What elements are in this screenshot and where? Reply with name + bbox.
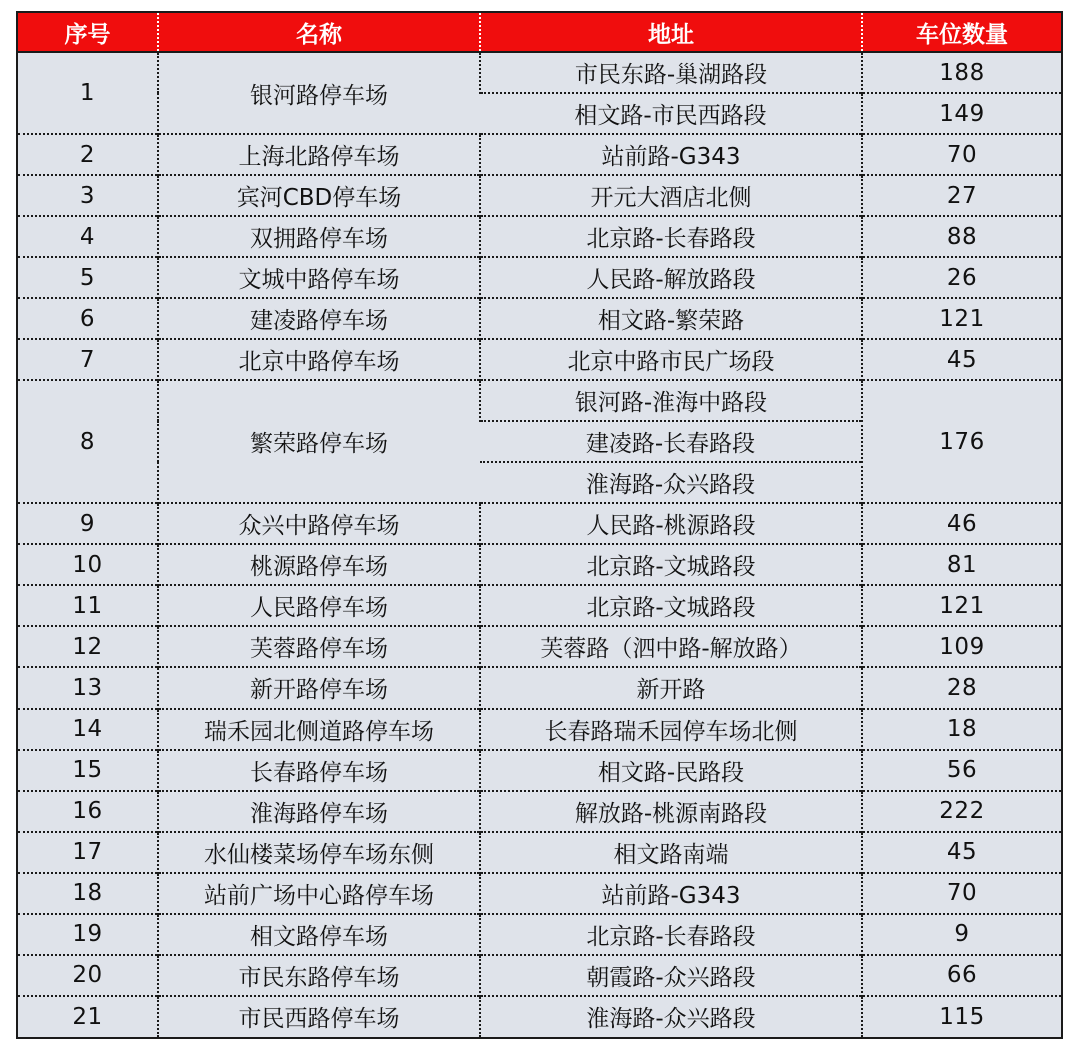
column-header-address: 地址 <box>480 13 862 52</box>
table-row <box>18 216 1061 257</box>
seq-cell: 8 <box>18 380 158 503</box>
spaces-cell: 222 <box>862 791 1061 832</box>
spaces-cell: 56 <box>862 750 1061 791</box>
lot-name-cell: 新开路停车场 <box>158 667 480 708</box>
table-row <box>18 544 1061 585</box>
parking-lot-table <box>18 13 1061 1037</box>
spaces-cell: 18 <box>862 709 1061 750</box>
seq-cell: 15 <box>18 750 158 791</box>
spaces-cell: 26 <box>862 257 1061 298</box>
table-row <box>18 52 1061 93</box>
address-cell: 北京路-文城路段 <box>480 544 862 585</box>
spaces-cell: 109 <box>862 626 1061 667</box>
table-row <box>18 626 1061 667</box>
column-header-spaces: 车位数量 <box>862 13 1061 52</box>
spaces-cell: 46 <box>862 503 1061 544</box>
seq-cell: 19 <box>18 914 158 955</box>
seq-cell: 7 <box>18 339 158 380</box>
table-row <box>18 709 1061 750</box>
parking-lot-table-container <box>16 11 1063 1039</box>
table-row <box>18 955 1061 996</box>
address-cell: 北京路-长春路段 <box>480 914 862 955</box>
lot-name-cell: 人民路停车场 <box>158 585 480 626</box>
address-cell: 人民路-桃源路段 <box>480 503 862 544</box>
lot-name-cell: 众兴中路停车场 <box>158 503 480 544</box>
column-header-seq: 序号 <box>18 13 158 52</box>
lot-name-cell: 相文路停车场 <box>158 914 480 955</box>
lot-name-cell: 站前广场中心路停车场 <box>158 873 480 914</box>
spaces-cell: 27 <box>862 175 1061 216</box>
address-cell: 市民东路-巢湖路段 <box>480 52 862 93</box>
lot-name-cell: 市民东路停车场 <box>158 955 480 996</box>
seq-cell: 17 <box>18 832 158 873</box>
address-cell: 站前路-G343 <box>480 873 862 914</box>
table-row <box>18 832 1061 873</box>
spaces-cell: 121 <box>862 298 1061 339</box>
table-header <box>18 13 1061 52</box>
spaces-cell: 28 <box>862 667 1061 708</box>
address-cell: 相文路-繁荣路 <box>480 298 862 339</box>
address-cell: 芙蓉路（泗中路-解放路） <box>480 626 862 667</box>
seq-cell: 12 <box>18 626 158 667</box>
address-cell: 银河路-淮海中路段 <box>480 380 862 421</box>
table-row <box>18 750 1061 791</box>
address-cell: 朝霞路-众兴路段 <box>480 955 862 996</box>
lot-name-cell: 北京中路停车场 <box>158 339 480 380</box>
lot-name-cell: 芙蓉路停车场 <box>158 626 480 667</box>
table-row <box>18 873 1061 914</box>
table-row <box>18 996 1061 1037</box>
address-cell: 相文路-民路段 <box>480 750 862 791</box>
lot-name-cell: 双拥路停车场 <box>158 216 480 257</box>
address-cell: 人民路-解放路段 <box>480 257 862 298</box>
table-row <box>18 380 1061 421</box>
header-row <box>18 13 1061 52</box>
lot-name-cell: 瑞禾园北侧道路停车场 <box>158 709 480 750</box>
address-cell: 淮海路-众兴路段 <box>480 996 862 1037</box>
table-row <box>18 134 1061 175</box>
seq-cell: 10 <box>18 544 158 585</box>
address-cell: 北京中路市民广场段 <box>480 339 862 380</box>
table-row <box>18 914 1061 955</box>
seq-cell: 11 <box>18 585 158 626</box>
address-cell: 相文路-市民西路段 <box>480 93 862 134</box>
spaces-cell: 149 <box>862 93 1061 134</box>
seq-cell: 21 <box>18 996 158 1037</box>
lot-name-cell: 水仙楼菜场停车场东侧 <box>158 832 480 873</box>
spaces-cell: 188 <box>862 52 1061 93</box>
seq-cell: 20 <box>18 955 158 996</box>
lot-name-cell: 市民西路停车场 <box>158 996 480 1037</box>
address-cell: 开元大酒店北侧 <box>480 175 862 216</box>
spaces-cell: 115 <box>862 996 1061 1037</box>
address-cell: 新开路 <box>480 667 862 708</box>
seq-cell: 4 <box>18 216 158 257</box>
table-row <box>18 791 1061 832</box>
table-row <box>18 585 1061 626</box>
lot-name-cell: 文城中路停车场 <box>158 257 480 298</box>
spaces-cell: 121 <box>862 585 1061 626</box>
seq-cell: 14 <box>18 709 158 750</box>
seq-cell: 6 <box>18 298 158 339</box>
address-cell: 相文路南端 <box>480 832 862 873</box>
address-cell: 北京路-文城路段 <box>480 585 862 626</box>
table-row <box>18 503 1061 544</box>
table-row <box>18 298 1061 339</box>
lot-name-cell: 建凌路停车场 <box>158 298 480 339</box>
spaces-cell: 176 <box>862 380 1061 503</box>
address-cell: 解放路-桃源南路段 <box>480 791 862 832</box>
spaces-cell: 88 <box>862 216 1061 257</box>
lot-name-cell: 桃源路停车场 <box>158 544 480 585</box>
spaces-cell: 45 <box>862 832 1061 873</box>
lot-name-cell: 银河路停车场 <box>158 52 480 134</box>
table-row <box>18 257 1061 298</box>
seq-cell: 1 <box>79 80 96 107</box>
table-body <box>18 52 1061 1037</box>
address-cell: 建凌路-长春路段 <box>480 421 862 462</box>
spaces-cell: 70 <box>862 873 1061 914</box>
spaces-cell: 66 <box>862 955 1061 996</box>
address-cell: 北京路-长春路段 <box>480 216 862 257</box>
spaces-cell: 81 <box>862 544 1061 585</box>
seq-cell: 9 <box>18 503 158 544</box>
seq-cell: 18 <box>18 873 158 914</box>
column-header-name: 名称 <box>158 13 480 52</box>
seq-cell: 16 <box>18 791 158 832</box>
spaces-cell: 70 <box>862 134 1061 175</box>
spaces-cell: 45 <box>862 339 1061 380</box>
table-row <box>18 667 1061 708</box>
lot-name-cell: 繁荣路停车场 <box>158 380 480 503</box>
table-row <box>18 339 1061 380</box>
lot-name-cell: 长春路停车场 <box>158 750 480 791</box>
lot-name-cell: 上海北路停车场 <box>158 134 480 175</box>
table-row <box>18 175 1061 216</box>
address-cell: 长春路瑞禾园停车场北侧 <box>480 709 862 750</box>
seq-cell: 5 <box>18 257 158 298</box>
lot-name-cell: 宾河CBD停车场 <box>158 175 480 216</box>
seq-cell: 3 <box>18 175 158 216</box>
seq-cell: 13 <box>18 667 158 708</box>
lot-name-cell: 淮海路停车场 <box>158 791 480 832</box>
address-cell: 站前路-G343 <box>480 134 862 175</box>
seq-cell: 2 <box>18 134 158 175</box>
spaces-cell: 9 <box>862 914 1061 955</box>
address-cell: 淮海路-众兴路段 <box>480 462 862 503</box>
